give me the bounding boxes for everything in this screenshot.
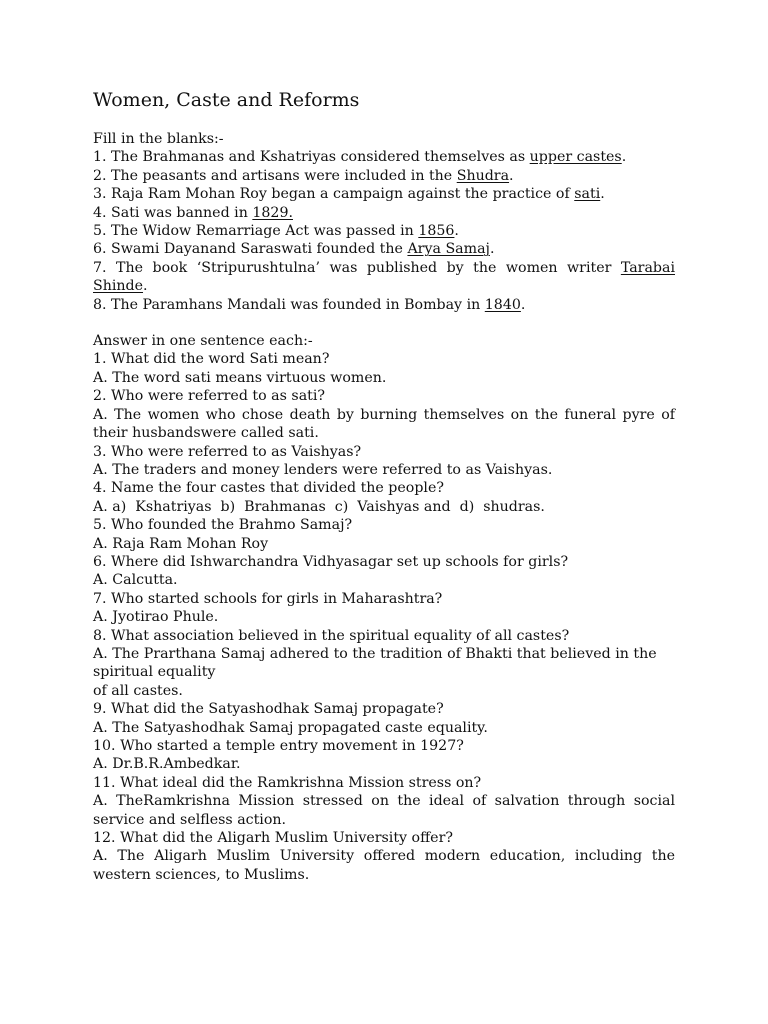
blank-answer: Shudra (456, 167, 510, 184)
blank-item: 6. Swami Dayanand Saraswati founded the Arya Samaj. (93, 241, 495, 258)
blank-answer: 1840 (484, 296, 521, 313)
blank-answer: 1856 (418, 223, 455, 240)
question: 11. What ideal did the Ramkrishna Mission stress on? (93, 774, 482, 791)
blank-answer: sati (574, 186, 601, 203)
answer: A. The Satyashodhak Samaj propagated caste equality. (93, 719, 488, 736)
question: 4. Name the four castes that divided the people? (93, 480, 444, 497)
question: 7. Who started schools for girls in Maharashtra? (93, 590, 443, 607)
answer: A. Calcutta. (93, 572, 178, 589)
question: 5. Who founded the Brahmo Samaj? (93, 517, 353, 534)
section-heading: Answer in one sentence each:- (93, 333, 313, 350)
blank-item: 1. The Brahmanas and Kshatriyas considered themselves as upper castes. (93, 149, 627, 166)
answer: A. The women who chose death by burning themselves on the funeral pyre of their husbandswere called sati. (93, 406, 675, 442)
question: 1. What did the word Sati mean? (93, 351, 330, 368)
answer: A. Dr.B.R.Ambedkar. (93, 756, 241, 773)
blank-item: 2. The peasants and artisans were included in the Shudra. (93, 167, 514, 184)
question: 2. Who were referred to as sati? (93, 388, 326, 405)
answer: A. TheRamkrishna Mission stressed on the ideal of salvation through social service and selfless action. (93, 793, 675, 828)
answer-line: A. The Prarthana Samaj adhered to the tradition of Bhakti that believed in the (93, 645, 657, 662)
question: 9. What did the Satyashodhak Samaj propagate? (93, 701, 444, 718)
blank-item: 7. The book ‘Stripurushtulna’ was published by the women writer Tarabai Shinde. (93, 259, 675, 295)
blank-answer: Tarabai Shinde (93, 259, 675, 295)
answer-line: of all castes. (93, 682, 183, 699)
question: 3. Who were referred to as Vaishyas? (93, 443, 362, 460)
section-gap (93, 314, 675, 332)
question: 12. What did the Aligarh Muslim University offer? (93, 830, 453, 847)
blank-answer: upper castes (529, 149, 622, 166)
answer: A. The word sati means virtuous women. (93, 369, 387, 386)
one-sentence-section (93, 332, 675, 884)
answer: A. The traders and money lenders were referred to as Vaishyas. (93, 461, 553, 478)
document-title: Women, Caste and Reforms (93, 89, 360, 111)
question: 6. Where did Ishwarchandra Vidhyasagar set up schools for girls? (93, 553, 569, 570)
blank-answer: Arya Samaj (407, 241, 490, 258)
question: 8. What association believed in the spiritual equality of all castes? (93, 627, 570, 644)
section-heading: Fill in the blanks:- (93, 131, 224, 147)
document-page (93, 88, 675, 884)
blank-answer: 1829. (252, 204, 293, 221)
blank-item: 8. The Paramhans Mandali was founded in Bombay in 1840. (93, 296, 526, 313)
answer: A. Jyotirao Phule. (93, 609, 219, 626)
blank-item: 5. The Widow Remarriage Act was passed in 1856. (93, 223, 459, 240)
question: 10. Who started a temple entry movement in 1927? (93, 738, 464, 754)
answer: A. a) Kshatriyas b) Brahmanas c) Vaishyas and d) shudras. (93, 498, 545, 515)
answer-line: spiritual equality (93, 664, 216, 681)
fill-in-blanks-section (93, 130, 675, 314)
blank-item: 4. Sati was banned in 1829. (93, 204, 293, 221)
blank-item: 3. Raja Ram Mohan Roy began a campaign against the practice of sati. (93, 186, 605, 203)
answer: A. Raja Ram Mohan Roy (93, 535, 269, 552)
answer: A. The Aligarh Muslim University offered modern education, including the western sciences, to Muslims. (93, 848, 675, 883)
